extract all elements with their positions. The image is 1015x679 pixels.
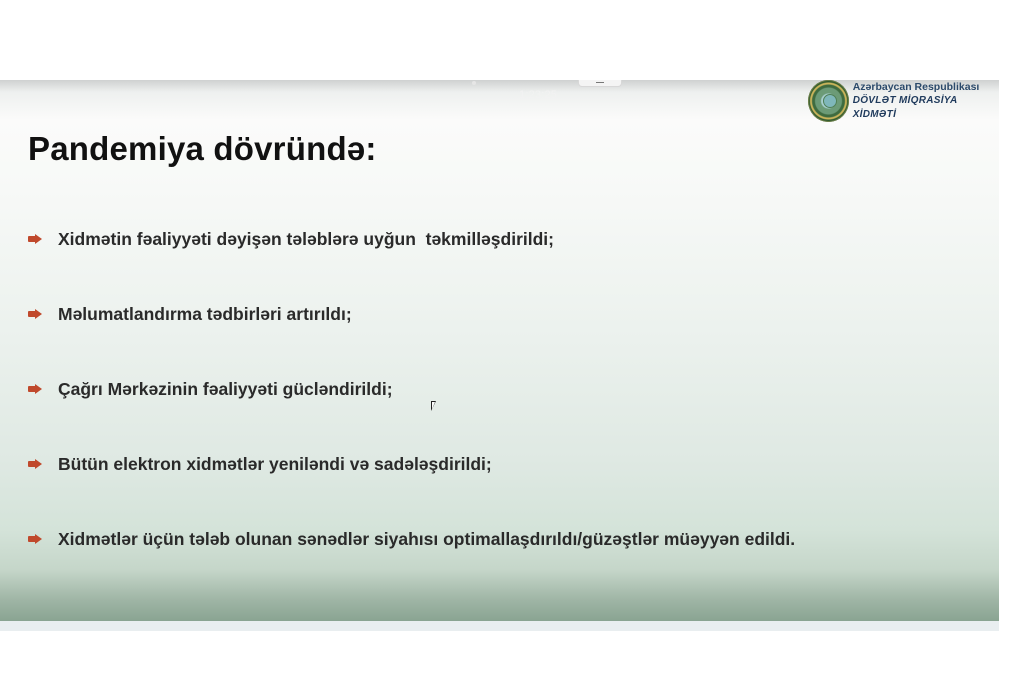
arrow-bullet-icon <box>28 534 42 544</box>
arrow-bullet-icon <box>28 234 42 244</box>
bullet-item <box>28 375 795 403</box>
bullet-text: Çağrı Mərkəzinin fəaliyyəti gücləndirildi; <box>58 378 393 399</box>
bullet-text: Xidmətin fəaliyyəti dəyişən tələblərə uyğun təkmilləşdirildi; <box>58 228 554 249</box>
bullet-item <box>28 525 795 553</box>
bullet-item <box>28 300 795 328</box>
arrow-bullet-icon <box>28 384 42 394</box>
bullet-item <box>28 450 795 478</box>
arrow-bullet-icon <box>28 459 42 469</box>
bullet-item <box>28 225 795 253</box>
logo-text <box>853 80 999 122</box>
slide-title: Pandemiya dövründə: <box>28 130 377 167</box>
organization-logo <box>808 80 999 122</box>
logo-country-name: Azərbaycan Respublikası <box>852 81 980 93</box>
arrow-bullet-icon <box>28 309 42 319</box>
player-toolbar-toggle[interactable] <box>578 80 622 87</box>
bullet-text: Xidmətlər üçün tələb olunan sənədlər siyahısı optimallaşdırıldı/güzəştlər müəyyən edildi. <box>58 528 796 549</box>
player-indicator-dot <box>472 81 476 85</box>
slide-bottom-strip <box>0 621 999 631</box>
bullet-list <box>28 225 795 600</box>
bullet-text: Bütün elektron xidmətlər yeniləndi və sadələşdirildi; <box>58 453 492 474</box>
logo-agency-name: DÖVLƏT MİQRASİYA XİDMƏTİ <box>852 95 958 120</box>
mouse-cursor-icon <box>431 401 436 411</box>
presentation-slide <box>0 80 999 621</box>
state-emblem-icon <box>808 80 849 122</box>
playback-timestamp: 1:23:25 <box>519 89 558 101</box>
bullet-text: Məlumatlandırma tədbirləri artırıldı; <box>58 303 352 324</box>
